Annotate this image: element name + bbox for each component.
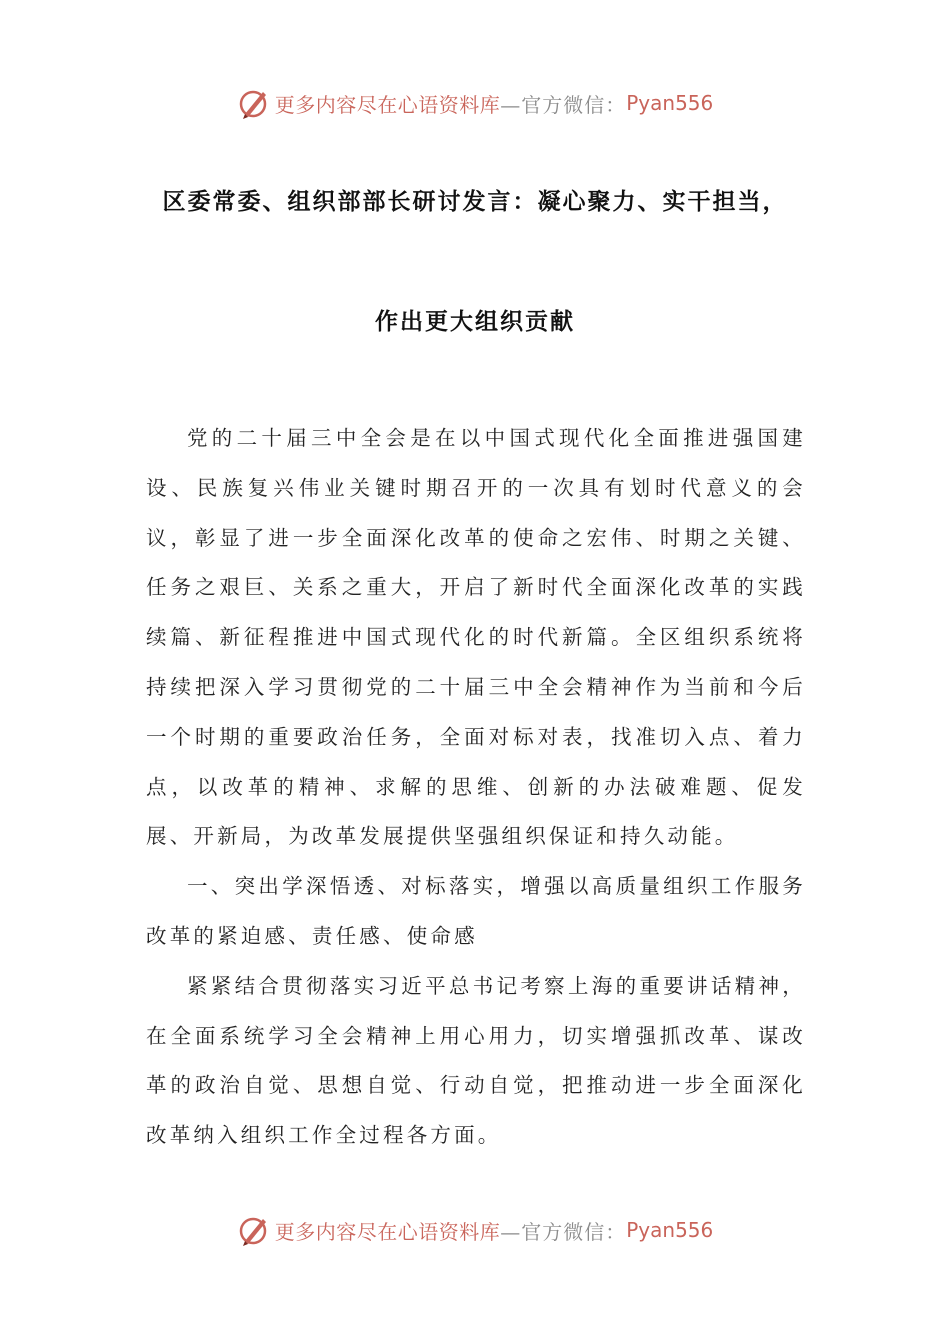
- document-title-line-1: 区委常委、组织部部长研讨发言：凝心聚力、实干担当，: [162, 189, 788, 215]
- watermark-rest: —官方微信：: [500, 92, 627, 117]
- watermark-lead: 更多内容尽在心语资料库: [274, 92, 501, 117]
- watermark-id: Pyan556: [626, 1218, 714, 1242]
- document-body: [146, 414, 806, 1161]
- watermark-banner-top: [0, 83, 950, 123]
- paragraph-section-heading: 一、突出学深悟透、对标落实，增强以高质量组织工作服务改革的紧迫感、责任感、使命感: [146, 874, 806, 948]
- watermark-rest: —官方微信：: [500, 1219, 627, 1244]
- watermark-banner-bottom: [0, 1210, 950, 1250]
- pen-logo-icon: [237, 1213, 271, 1247]
- paragraph-section-body: 紧紧结合贯彻落实习近平总书记考察上海的重要讲话精神，在全面系统学习全会精神上用心用力，切实增强抓改革、谋改革的政治自觉、思想自觉、行动自觉，把推动进一步全面深化改革纳入组织工作全过程各方面。: [146, 973, 806, 1148]
- pen-logo-icon: [237, 86, 271, 120]
- watermark-lead: 更多内容尽在心语资料库: [274, 1219, 501, 1244]
- watermark-id: Pyan556: [626, 91, 714, 115]
- document-title-line-2: 作出更大组织贡献: [375, 309, 575, 335]
- paragraph-intro: 党的二十届三中全会是在以中国式现代化全面推进强国建设、民族复兴伟业关键时期召开的一次具有划时代意义的会议，彰显了进一步全面深化改革的使命之宏伟、时期之关键、任务之艰巨、关系之重大，开启了新时代全面深化改革的实践续篇、新征程推进中国式现代化的时代新篇。全区组织系统将持续把深入学习贯彻党的二十届三中全会精神作为当前和今后一个时期的重要政治任务，全面对标对表，找准切入点、着力点，以改革的精神、求解的思维、创新的办法破难题、促发展、开新局，为改革发展提供坚强组织保证和持久动能。: [146, 426, 806, 849]
